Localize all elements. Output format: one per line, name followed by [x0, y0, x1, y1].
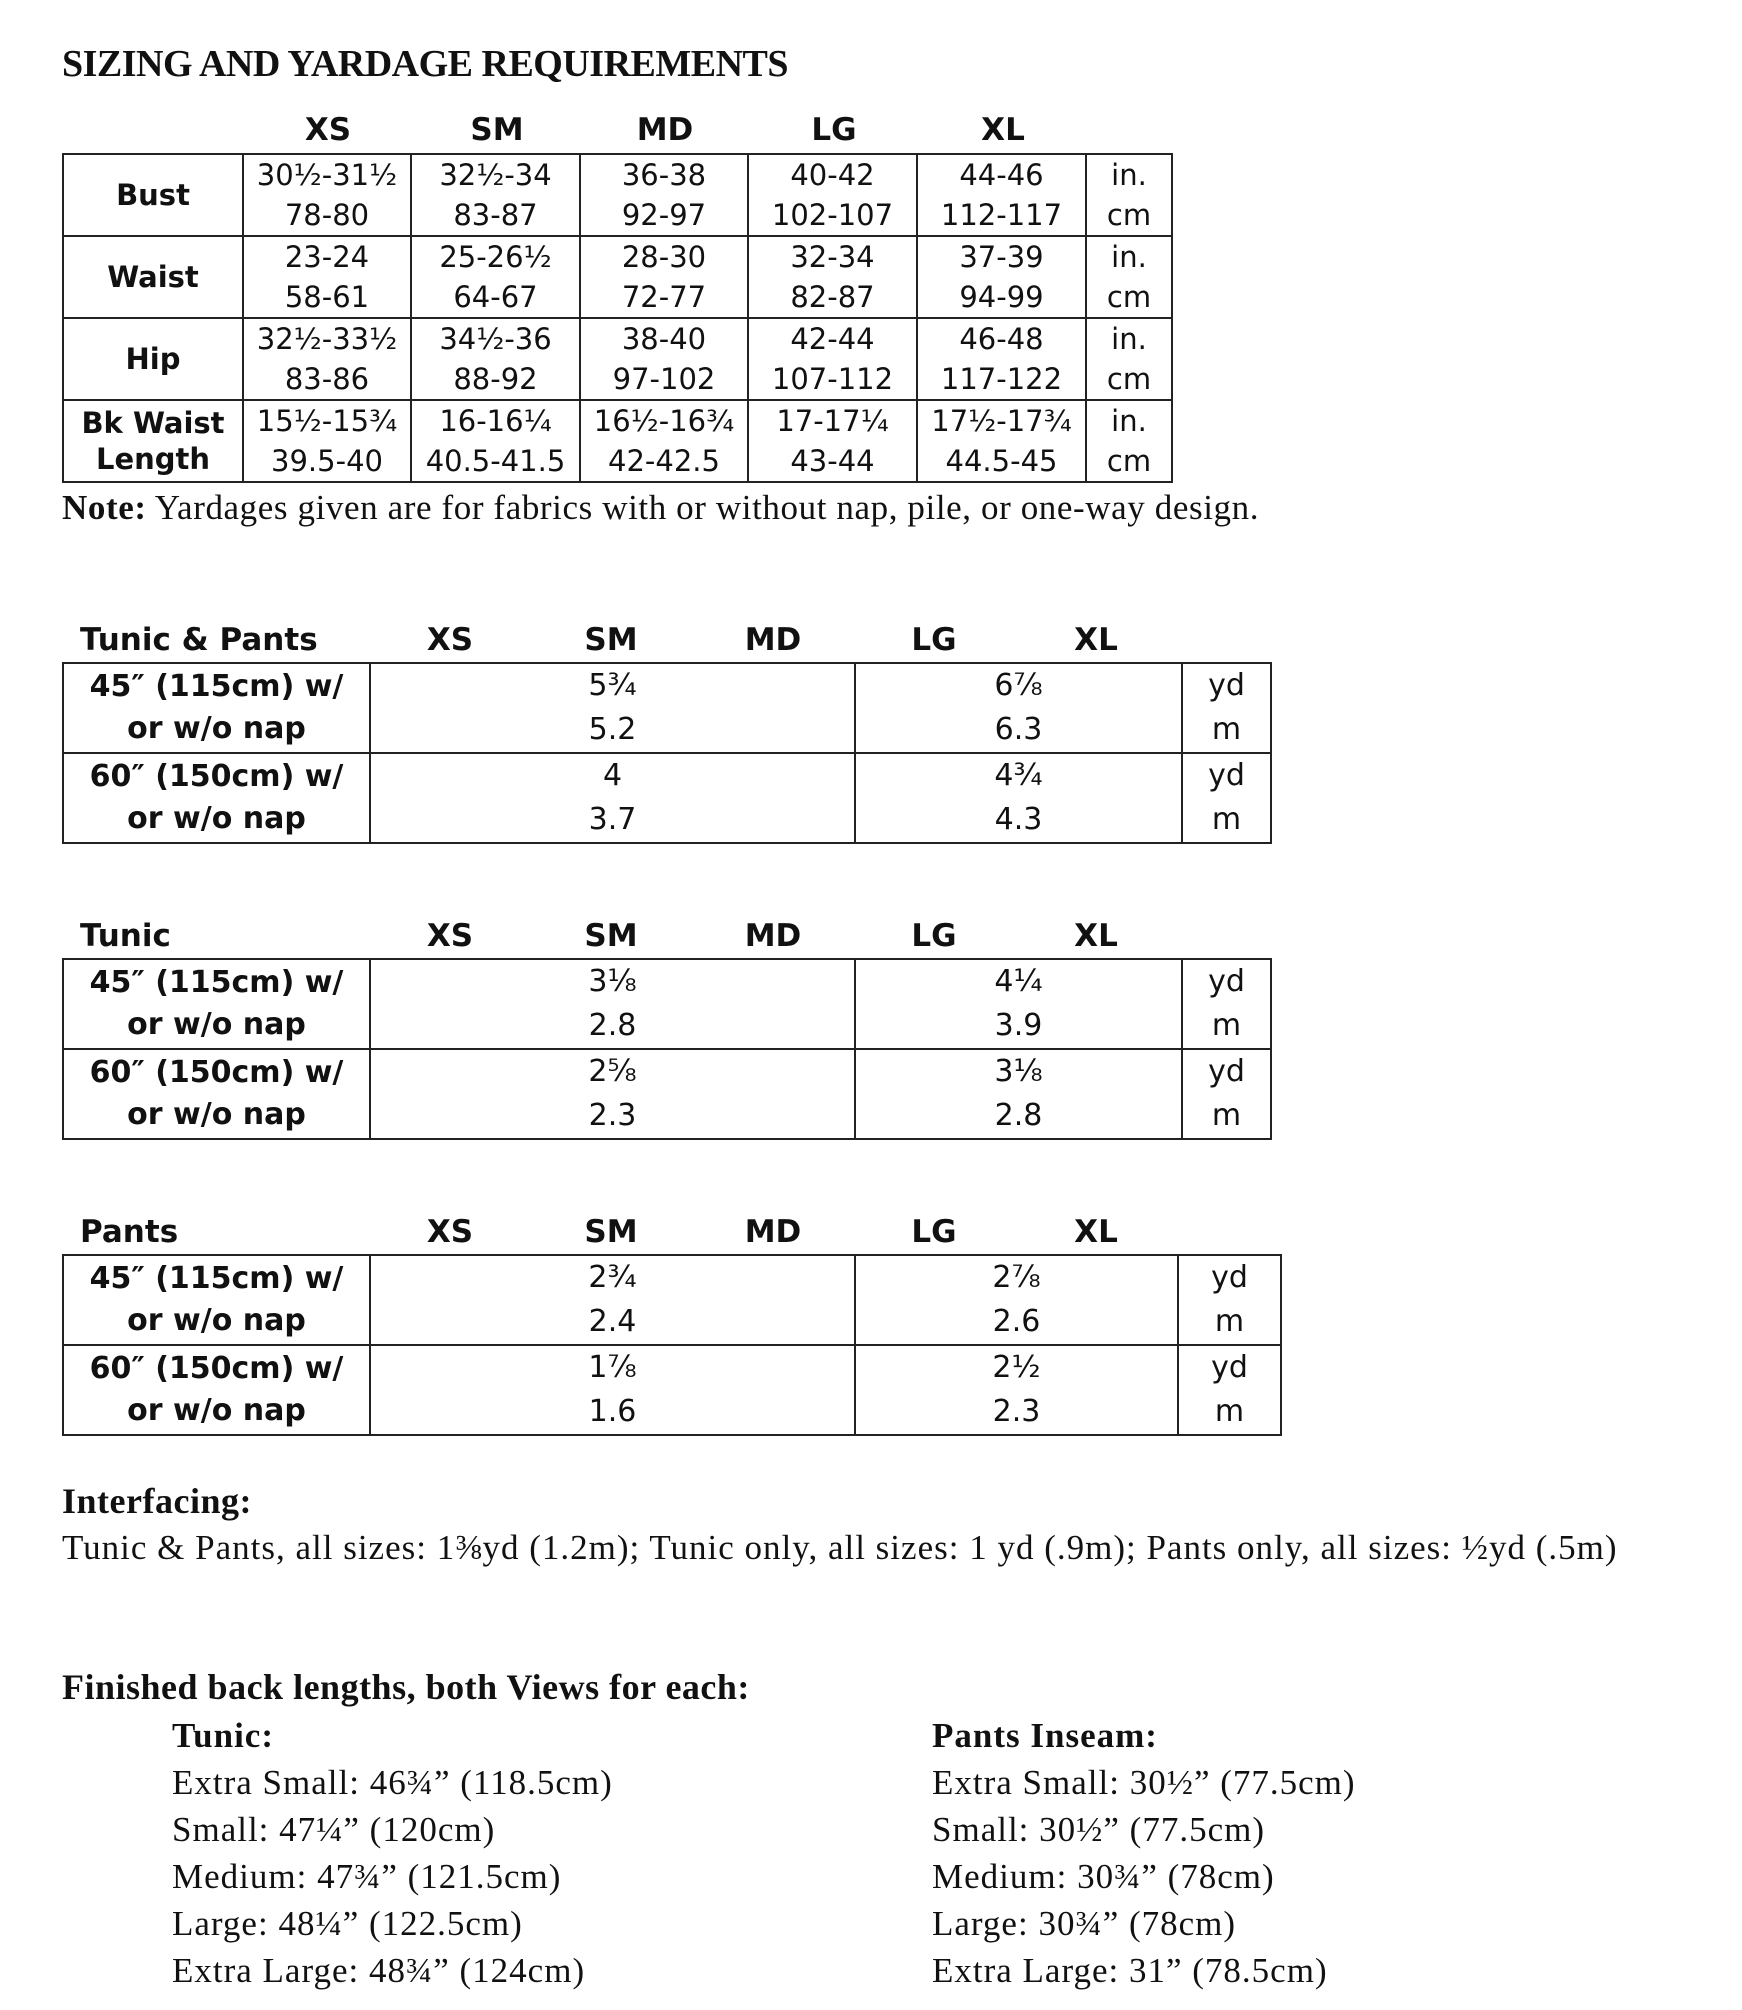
measurement-cell: 17-17¼ 43-44 — [748, 400, 917, 482]
measurement-cell: 28-30 72-77 — [580, 236, 748, 318]
size-header-sm: SM — [584, 622, 638, 658]
size-header-sm: SM — [470, 112, 524, 148]
table-row — [63, 959, 1271, 1049]
yardage-cell-lg-xl: 3⅛ 2.8 — [855, 1049, 1182, 1139]
yardage-cell-lg-xl: 4¾ 4.3 — [855, 753, 1182, 843]
measurement-cell: 32½-34 83-87 — [411, 154, 580, 236]
measurement-cell: 42-44 107-112 — [748, 318, 917, 400]
unit-cell: in. cm — [1086, 318, 1172, 400]
measurement-label: Bust — [63, 154, 243, 236]
size-header-xs: XS — [426, 918, 474, 954]
table-row — [63, 1049, 1271, 1139]
note-label: Note: — [62, 488, 147, 527]
unit-cell: yd m — [1182, 663, 1271, 753]
yardage-table-tunic — [62, 958, 1272, 1140]
list-item: Extra Large: 31” (78.5cm) — [932, 1951, 1328, 1990]
measurement-cell: 38-40 97-102 — [580, 318, 748, 400]
measurement-cell: 15½-15¾ 39.5-40 — [243, 400, 411, 482]
yardage-table-pants — [62, 1254, 1282, 1436]
measurement-cell: 32½-33½ 83-86 — [243, 318, 411, 400]
list-item: Extra Small: 46¾” (118.5cm) — [172, 1763, 613, 1802]
yardage-note — [62, 488, 1259, 528]
note-text: Yardages given are for fabrics with or without nap, pile, or one-way design. — [154, 488, 1260, 527]
size-header-xs: XS — [426, 1214, 474, 1250]
measurement-cell: 36-38 92-97 — [580, 154, 748, 236]
yardage-cell-lg-xl: 6⅞ 6.3 — [855, 663, 1182, 753]
list-item: Large: 30¾” (78cm) — [932, 1904, 1237, 1943]
tunic-lengths-heading: Tunic: — [172, 1716, 274, 1755]
table-row — [63, 663, 1271, 753]
table-row — [63, 400, 1172, 482]
yardage-title: Tunic — [80, 918, 171, 954]
measurement-cell: 34½-36 88-92 — [411, 318, 580, 400]
yardage-cell-xs-sm-md: 1⅞ 1.6 — [370, 1345, 855, 1435]
list-item: Extra Large: 48¾” (124cm) — [172, 1951, 586, 1990]
size-header-md: MD — [636, 112, 694, 148]
table-row — [63, 1255, 1281, 1345]
table-row — [63, 318, 1172, 400]
size-header-md: MD — [744, 1214, 802, 1250]
measurement-cell: 16½-16¾ 42-42.5 — [580, 400, 748, 482]
size-header-lg: LG — [911, 1214, 957, 1250]
list-item: Small: 47¼” (120cm) — [172, 1810, 496, 1849]
table-row — [63, 753, 1271, 843]
unit-cell: yd m — [1182, 753, 1271, 843]
yardage-header-tunic — [0, 918, 1742, 958]
fabric-width-label: 60″ (150cm) w/ or w/o nap — [63, 1345, 370, 1435]
size-header-sm: SM — [584, 1214, 638, 1250]
measurement-label: Hip — [63, 318, 243, 400]
yardage-cell-lg-xl: 2⅞ 2.6 — [855, 1255, 1178, 1345]
size-header-xs: XS — [304, 112, 352, 148]
measurement-label: Bk Waist Length — [63, 400, 243, 482]
yardage-cell-xs-sm-md: 3⅛ 2.8 — [370, 959, 855, 1049]
measurement-cell: 46-48 117-122 — [917, 318, 1086, 400]
yardage-cell-lg-xl: 2½ 2.3 — [855, 1345, 1178, 1435]
size-header-sm: SM — [584, 918, 638, 954]
yardage-cell-xs-sm-md: 2¾ 2.4 — [370, 1255, 855, 1345]
measurement-cell: 30½-31½ 78-80 — [243, 154, 411, 236]
fabric-width-label: 45″ (115cm) w/ or w/o nap — [63, 959, 370, 1049]
size-header-row — [0, 112, 1742, 152]
yardage-header-tunic-pants — [0, 622, 1742, 662]
size-header-lg: LG — [811, 112, 857, 148]
fabric-width-label: 60″ (150cm) w/ or w/o nap — [63, 753, 370, 843]
size-header-lg: LG — [911, 622, 957, 658]
table-row — [63, 236, 1172, 318]
unit-cell: yd m — [1182, 959, 1271, 1049]
size-header-xl: XL — [981, 112, 1025, 148]
size-header-lg: LG — [911, 918, 957, 954]
pants-inseam-heading: Pants Inseam: — [932, 1716, 1158, 1755]
tunic-lengths-list — [172, 1712, 613, 1994]
measurement-cell: 23-24 58-61 — [243, 236, 411, 318]
yardage-title: Tunic & Pants — [80, 622, 318, 658]
measurement-cell: 44-46 112-117 — [917, 154, 1086, 236]
unit-cell: in. cm — [1086, 400, 1172, 482]
interfacing-heading: Interfacing: — [62, 1481, 252, 1521]
size-header-xl: XL — [1074, 622, 1118, 658]
table-row — [63, 1345, 1281, 1435]
list-item: Medium: 30¾” (78cm) — [932, 1857, 1275, 1896]
measurement-cell: 37-39 94-99 — [917, 236, 1086, 318]
interfacing-text: Tunic & Pants, all sizes: 1⅜yd (1.2m); Tunic only, all sizes: 1 yd (.9m); Pants only, all sizes: ½yd (.5m) — [62, 1528, 1618, 1567]
list-item: Extra Small: 30½” (77.5cm) — [932, 1763, 1356, 1802]
yardage-cell-lg-xl: 4¼ 3.9 — [855, 959, 1182, 1049]
unit-cell: yd m — [1178, 1345, 1281, 1435]
size-header-md: MD — [744, 622, 802, 658]
fabric-width-label: 60″ (150cm) w/ or w/o nap — [63, 1049, 370, 1139]
table-row — [63, 154, 1172, 236]
size-header-xl: XL — [1074, 918, 1118, 954]
measurement-label: Waist — [63, 236, 243, 318]
measurement-cell: 16-16¼ 40.5-41.5 — [411, 400, 580, 482]
measurement-cell: 17½-17¾ 44.5-45 — [917, 400, 1086, 482]
yardage-cell-xs-sm-md: 4 3.7 — [370, 753, 855, 843]
yardage-title: Pants — [80, 1214, 179, 1250]
fabric-width-label: 45″ (115cm) w/ or w/o nap — [63, 663, 370, 753]
list-item: Small: 30½” (77.5cm) — [932, 1810, 1266, 1849]
size-header-xs: XS — [426, 622, 474, 658]
list-item: Medium: 47¾” (121.5cm) — [172, 1857, 562, 1896]
unit-cell: in. cm — [1086, 154, 1172, 236]
yardage-header-pants — [0, 1214, 1742, 1254]
yardage-cell-xs-sm-md: 2⅝ 2.3 — [370, 1049, 855, 1139]
measurement-cell: 40-42 102-107 — [748, 154, 917, 236]
yardage-table-tunic-pants — [62, 662, 1272, 844]
fabric-width-label: 45″ (115cm) w/ or w/o nap — [63, 1255, 370, 1345]
list-item: Large: 48¼” (122.5cm) — [172, 1904, 523, 1943]
size-header-xl: XL — [1074, 1214, 1118, 1250]
measurement-cell: 25-26½ 64-67 — [411, 236, 580, 318]
yardage-cell-xs-sm-md: 5¾ 5.2 — [370, 663, 855, 753]
size-header-md: MD — [744, 918, 802, 954]
page-title: SIZING AND YARDAGE REQUIREMENTS — [62, 43, 789, 85]
finished-lengths-heading: Finished back lengths, both Views for each: — [62, 1667, 750, 1707]
measurement-cell: 32-34 82-87 — [748, 236, 917, 318]
unit-cell: in. cm — [1086, 236, 1172, 318]
unit-cell: yd m — [1178, 1255, 1281, 1345]
body-measurements-table — [62, 153, 1173, 483]
pants-inseam-list — [932, 1712, 1356, 1994]
unit-cell: yd m — [1182, 1049, 1271, 1139]
